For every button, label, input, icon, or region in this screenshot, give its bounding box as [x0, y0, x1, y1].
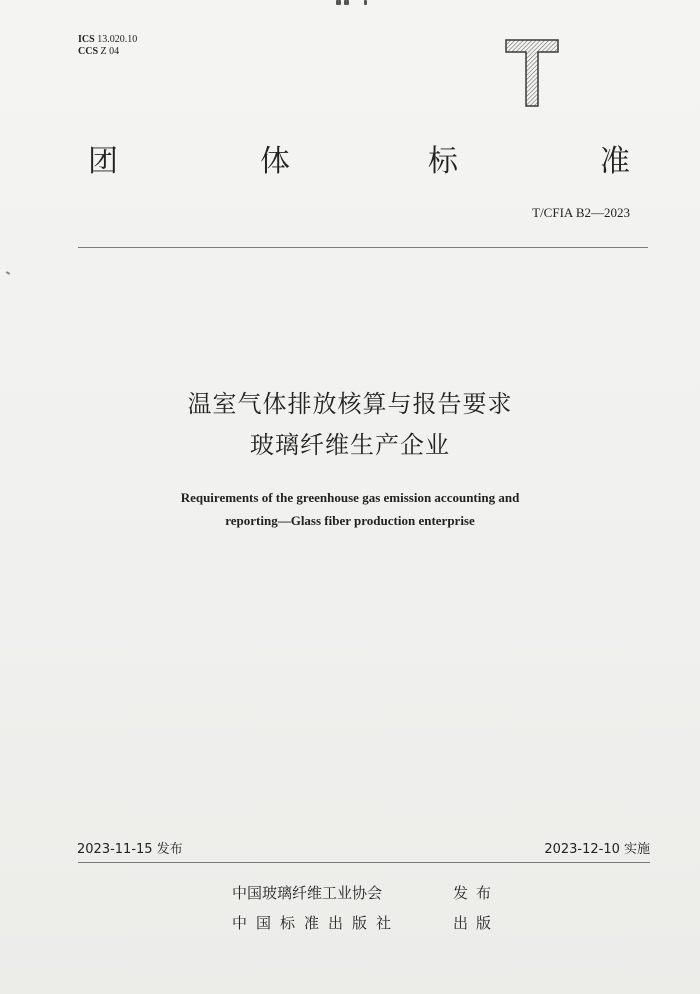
scan-edge-mark	[6, 271, 10, 275]
english-title-line1: Requirements of the greenhouse gas emission accounting and	[180, 490, 520, 505]
chinese-title-line1: 温室气体排放核算与报告要求	[187, 390, 513, 418]
english-title-line2: reporting—Glass fiber production enterprise	[225, 513, 475, 528]
bottom-divider	[78, 862, 650, 863]
top-divider	[78, 247, 648, 248]
standard-type-char: 体	[260, 144, 290, 179]
issue-date: 2023-11-15 发布	[77, 842, 183, 857]
standard-type-char: 准	[600, 144, 630, 179]
standard-type-char: 标	[428, 144, 458, 179]
publishing-house: 中国标准出版社	[232, 914, 401, 932]
press-action: 出版	[453, 914, 500, 932]
implementation-date: 2023-12-10 实施	[544, 842, 650, 857]
issuing-organization: 中国玻璃纤维工业协会	[232, 884, 383, 902]
ics-code: ICS 13.020.10	[78, 34, 138, 45]
ccs-code: CCS Z 04	[78, 46, 120, 57]
t-logo-icon	[504, 38, 560, 108]
chinese-title-line2: 玻璃纤维生产企业	[250, 431, 450, 459]
issuer-action: 发布	[453, 884, 500, 902]
classification-codes	[78, 34, 137, 58]
standard-type-heading	[88, 136, 648, 182]
standard-code: T/CFIA B2—2023	[532, 205, 630, 220]
scan-crop-mark	[330, 0, 380, 6]
standard-type-char: 团	[88, 144, 118, 179]
